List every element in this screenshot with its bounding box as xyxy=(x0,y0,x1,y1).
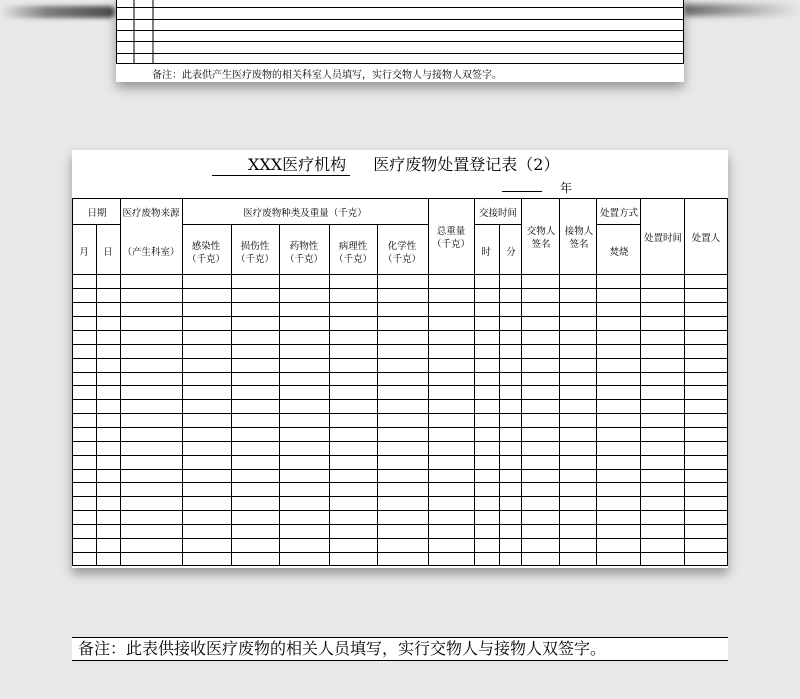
year-label: 年 xyxy=(560,181,573,195)
year-blank[interactable] xyxy=(502,191,542,192)
header-pharma: 药物性 xyxy=(289,241,319,252)
previous-form-sheet xyxy=(116,0,684,82)
header-disposal-method: 处置方式 xyxy=(599,208,639,219)
header-injury-unit: （千克） xyxy=(235,254,275,265)
header-total: 总重量 xyxy=(436,226,466,237)
header-disposer: 处置人 xyxy=(691,233,721,244)
header-injury: 损伤性 xyxy=(240,241,270,252)
header-day: 日 xyxy=(103,247,113,258)
header-disposal-time: 处置时间 xyxy=(643,233,683,244)
top-left-shadow xyxy=(0,6,115,18)
header-giver: 交物人 xyxy=(526,226,556,237)
header-source: 医疗废物来源 xyxy=(122,208,180,219)
header-giver-sign: 签名 xyxy=(531,239,551,250)
previous-form-note: 备注：此表供产生医疗废物的相关科室人员填写，实行交物人与接物人双签字。 xyxy=(152,70,502,81)
title-form-name: 医疗废物处置登记表（2） xyxy=(373,155,560,174)
header-hour: 时 xyxy=(481,247,491,258)
previous-form-grid xyxy=(116,0,684,64)
header-chemical: 化学性 xyxy=(387,241,417,252)
header-infectious-unit: （千克） xyxy=(186,254,226,265)
header-date: 日期 xyxy=(87,208,107,219)
title-organization: XXX医疗机构 xyxy=(212,152,350,176)
header-infectious: 感染性 xyxy=(191,241,221,252)
top-right-shadow xyxy=(684,4,800,16)
header-chemical-unit: （千克） xyxy=(382,254,422,265)
header-minute: 分 xyxy=(506,247,516,258)
header-receiver: 接物人 xyxy=(564,226,594,237)
header-waste-types: 医疗废物种类及重量（千克） xyxy=(243,208,367,219)
header-incineration: 焚烧 xyxy=(609,247,629,258)
header-total-unit: （千克） xyxy=(431,239,471,250)
disposal-register-sheet xyxy=(72,150,728,568)
header-month: 月 xyxy=(79,247,89,258)
header-patho: 病理性 xyxy=(338,241,368,252)
header-receiver-sign: 签名 xyxy=(569,239,589,250)
header-patho-unit: （千克） xyxy=(333,254,373,265)
header-pharma-unit: （千克） xyxy=(284,254,324,265)
header-handover-time: 交接时间 xyxy=(478,208,518,219)
receiving-note: 备注：此表供接收医疗废物的相关人员填写，实行交物人与接物人双签字。 xyxy=(72,637,728,661)
form-title xyxy=(212,152,632,174)
header-source-sub: （产生科室） xyxy=(122,247,180,258)
